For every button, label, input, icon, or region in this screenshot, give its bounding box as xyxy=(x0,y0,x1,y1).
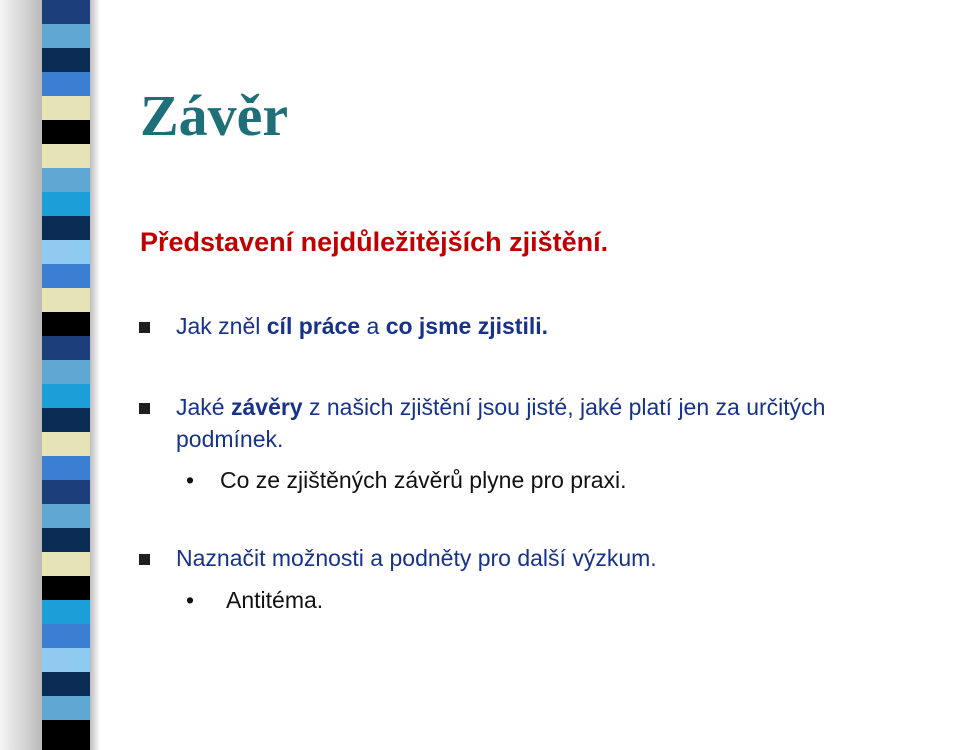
left-shadow xyxy=(0,0,42,750)
strip-segment xyxy=(42,120,90,144)
strip-segment xyxy=(42,264,90,288)
strip-segment xyxy=(42,240,90,264)
strip-segment xyxy=(42,408,90,432)
strip-segment xyxy=(42,0,90,24)
strip-segment xyxy=(42,528,90,552)
strip-segment xyxy=(42,96,90,120)
strip-segment xyxy=(42,144,90,168)
strip-segment xyxy=(42,24,90,48)
bullet-2-text-b: z našich zjištění jsou jisté, jaké platí jen za určitých xyxy=(302,394,826,420)
strip-segment xyxy=(42,432,90,456)
strip-segment xyxy=(42,336,90,360)
strip-segment xyxy=(42,216,90,240)
strip-segment xyxy=(42,504,90,528)
strip-segment xyxy=(42,456,90,480)
subbullet-2: Antitéma. xyxy=(226,587,324,613)
strip-segment xyxy=(42,600,90,624)
strip-segment xyxy=(42,696,90,720)
strip-segment xyxy=(42,48,90,72)
decorative-color-strip xyxy=(42,0,90,750)
bullet-2-continuation: podmínek. xyxy=(176,426,284,452)
bullet-1 xyxy=(176,310,548,343)
subbullet-1: Co ze zjištěných závěrů plyne pro praxi. xyxy=(220,467,627,493)
strip-segment xyxy=(42,576,90,600)
dot-bullet-icon: • xyxy=(186,587,195,613)
strip-shade xyxy=(90,0,100,750)
slide-title: Závěr xyxy=(140,83,289,148)
strip-segment xyxy=(42,552,90,576)
slide-subtitle: Představení nejdůležitějších zjištění. xyxy=(140,227,609,257)
strip-segment xyxy=(42,672,90,696)
bullet-1-bold-a: cíl práce xyxy=(266,313,361,339)
bullet-1-bold-b: co jsme zjistili. xyxy=(385,313,549,339)
strip-segment xyxy=(42,72,90,96)
strip-segment xyxy=(42,720,90,750)
strip-segment xyxy=(42,480,90,504)
square-bullet-icon xyxy=(139,322,150,333)
bullet-2-bold: závěry xyxy=(230,394,303,420)
strip-segment xyxy=(42,384,90,408)
strip-segment xyxy=(42,624,90,648)
bullet-3: Naznačit možnosti a podněty pro další výzkum. xyxy=(176,545,657,571)
square-bullet-icon xyxy=(139,554,150,565)
bullet-2-text-a: Jaké xyxy=(176,394,231,420)
strip-segment xyxy=(42,648,90,672)
bullet-2 xyxy=(176,391,825,424)
square-bullet-icon xyxy=(139,403,150,414)
bullet-1-text-a: Jak zněl xyxy=(176,313,267,339)
strip-segment xyxy=(42,360,90,384)
strip-segment xyxy=(42,192,90,216)
bullet-1-text-b: a xyxy=(360,313,386,339)
strip-segment xyxy=(42,288,90,312)
strip-segment xyxy=(42,168,90,192)
dot-bullet-icon: • xyxy=(186,467,195,493)
strip-segment xyxy=(42,312,90,336)
